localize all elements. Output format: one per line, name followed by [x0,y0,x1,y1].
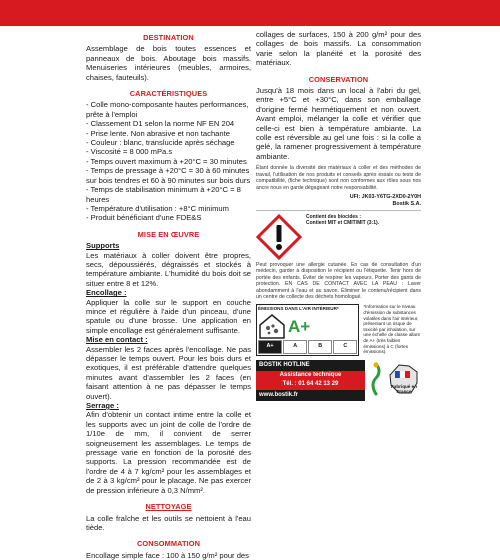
encollage-title: Encollage : [86,288,127,298]
consumption-text: Encollage simple face : 100 à 150 g/m² pour des [86,550,249,560]
emission-scale [258,340,357,353]
emission-note: *Information sur le niveau d'émission de substances volatiles dans l'air intérieur, présentant un risque de toxicité par inhalation, sur une échelle de classe allant de A+ (très faibles émissions) à C (fortes émissions). [363,304,420,355]
biocides-title: Contient des biocides : [306,213,362,220]
ufi-code: UFI: JK03-Y6TG-2XD0-2Y0H [349,193,421,200]
conservation-text: Jusqu'à 18 mois dans un local à l'abri du gel, entre +5°C et +30°C, dans son emballage d'origine fermé hermétiquement et non ouvert. Avant emploi, mélanger la colle et vérifier que celle-ci est bien à température ambiante. La colle est réversible au gel une fois : si la colle a gelé, la ramener progressivement à température ambiante. [256,86,421,161]
supports-text: Les matériaux à coller doivent être propres, secs, dépoussiérés, dégraissés et stockés à température ambiante. L'humidité du bois doit se situer entre 8 et 12%. [86,250,251,288]
characteristic-item: - Prise lente. Non abrasive et non tachante [86,128,230,138]
characteristics-list [86,100,251,222]
consumption-heading: CONSOMMATION [136,539,201,549]
characteristic-item: - Température d'utilisation : +8°C minimum [86,203,229,213]
scale-grade: A [283,340,307,353]
disclaimer-text: Étant donnée la diversité des matériaux à coller et des méthodes de travail, l'utilisation de nos produits et conseils après essais ou tests de compatibilité, (fiche technique) sont non conformes aux rôles sous nos ancre nous en garde dégageant notre responsabilité. [256,165,421,191]
characteristic-item: - Temps de stabilisation minimum à +20°C = 8 heures [86,185,241,204]
serrage-title: Serrage : [86,401,119,411]
hazard-block [256,210,421,260]
hotline-url: www.bostik.fr [256,390,365,401]
characteristic-item: - Couleur : blanc, translucide après séchage [86,138,235,148]
destination-heading: DESTINATION [143,33,194,42]
characteristic-item: - Temps de pressage à +20°C = 30 à 60 minutes sur bois tendres et 60 à 90 minutes sur bois durs [86,166,251,185]
characteristic-item: - Temps ouvert maximum à +20°C = 30 minutes [86,156,247,166]
conservation-heading: CONSERVATION [308,74,369,84]
gecko-icon [369,362,383,398]
emission-grade: A+ [288,316,311,336]
exclamation-hazard-icon [256,214,302,260]
emission-label [256,304,359,355]
fabrique-label: Fabriqué en France [390,384,418,395]
hotline-card [256,360,365,401]
hotline-brand: BOSTIK HOTLINE [256,360,365,371]
serrage-text: Afin d'obtenir un contact intime entre la colle et les supports avec un joint de colle de l'ordre de 1/10e de mm, il convient de serrer soigneusement les assemblages. Le temps de pressage varie en fonction de la porosité des supports. La pression recommandée est de l'ordre de 4 à 7 kg/cm² pour les assemblages et de 2 à 3 kg/cm² pour le placage. Ne pas exercer de pression inférieure à 0,3 N/mm². [86,410,251,495]
hotline-service: Assistance technique [256,371,365,380]
consumption-continued-text: collages de surfaces, 150 à 200 g/m² pour des collages de bois massifs. La consommation varie selon la planéité et la porosité des matériaux. [256,30,421,68]
scale-grade: C [333,340,357,353]
supports-title: Supports [86,241,120,251]
hotline-block [256,360,421,401]
characteristic-item: - Classement D1 selon la norme NF EN 204 [86,119,235,129]
emission-block [256,304,421,355]
contact-title: Mise en contact : [86,335,148,345]
top-red-band [0,0,500,26]
scale-grade: A+ [258,340,282,353]
contact-text: Assembler les 2 faces après l'encollage. Ne pas dépasser le temps ouvert. Pour les bois durs et exotiques, il est préférable d'attendre quelques minutes avant d'assembler les 2 faces (en faisant attention à ne pas dépasser le temps ouvert). [86,344,251,401]
left-column [86,26,251,560]
emission-title: ÉMISSIONS DANS L'AIR INTÉRIEUR* [258,306,339,312]
hazard-info [306,214,379,260]
cleaning-text: La colle fraîche et les outils se nettoient à l'eau tiède. [86,513,251,532]
characteristic-item: - Viscosité = 8 000 mPa.s [86,147,173,157]
encollage-text: Appliquer la colle sur le support en couche mince et régulière à l'aide d'un pinceau, d'une spatule ou d'une brosse. Une application en simple encollage est généralement suffisante. [86,297,251,335]
france-map-icon [387,363,421,397]
characteristic-item: - Colle mono-composante hautes performances, prête à l'emploi [86,100,249,119]
hotline-phone: Tél. : 01 64 42 13 29 [256,380,365,389]
destination-text: Assemblage de bois toutes essences et panneaux de bois. Aboutage bois massifs. Menuiseries intérieures (meubles, armoires, chaises, fauteuils). [86,44,251,82]
company-name: Bostik S.A. [392,200,421,207]
cleaning-heading: NETTOYAGE [145,502,192,512]
usage-heading: MISE EN ŒUVRE [137,229,200,239]
scale-grade: B [308,340,332,353]
house-icon [258,313,286,339]
biocides-text: Contient MIT et CMIT/MIT (3:1). [306,220,380,226]
characteristics-heading: CARACTÉRISTIQUES [129,89,208,99]
right-column [256,26,421,401]
hazard-statements: Peut provoquer une allergie cutanée. En cas de consultation d'un médecin, garder à disposition le récipient ou l'étiquette. Tenir hors de portée des enfants. Éviter de respirer les vapeurs. Porter des gants de protection. EN CAS DE CONTACT AVEC LA PEAU : Laver abondamment à l'eau et au savon. Éliminer le contenu/récipient dans un centre de collecte des déchets homologué. [256,261,421,300]
characteristic-item: - Produit bénéficiant d'une FDE&S [86,213,202,223]
